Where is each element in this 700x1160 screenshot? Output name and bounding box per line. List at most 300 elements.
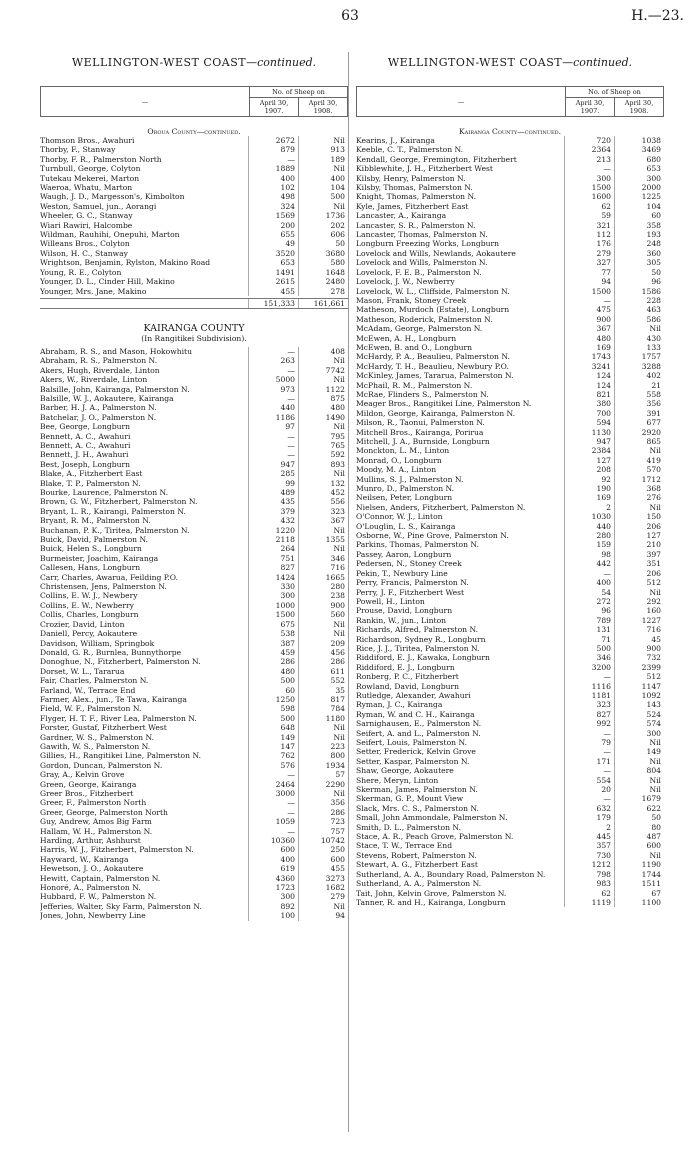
sheep-1907: 279 <box>564 249 614 258</box>
sheep-1908: 276 <box>614 493 664 502</box>
sheep-1907: 124 <box>564 371 614 380</box>
table-row <box>356 418 664 427</box>
left-title-text: WELLINGTON-WEST COAST <box>71 56 247 69</box>
sheep-1908: 150 <box>614 512 664 521</box>
sheep-1907: 169 <box>564 493 614 502</box>
owner-name: Daniell, Percy, Aokautere <box>40 629 138 639</box>
sheep-1908: 1122 <box>298 385 348 394</box>
table-row <box>356 334 664 343</box>
table-row <box>40 249 348 258</box>
sheep-1907: 1569 <box>248 211 298 220</box>
sheep-1907: 2672 <box>248 136 298 145</box>
owner-name: Mullins, S. J., Palmerston N. <box>356 474 464 484</box>
sheep-1907: 2615 <box>248 277 298 286</box>
table-row <box>356 794 664 803</box>
sheep-1907: 54 <box>564 588 614 597</box>
table-row <box>356 635 664 644</box>
owner-name: Kibblewhite, J. H., Fitzherbert West <box>356 164 493 174</box>
table-row <box>356 362 664 371</box>
sheep-1908: 1736 <box>298 211 348 220</box>
table-row <box>356 691 664 700</box>
table-row <box>40 145 348 154</box>
table-row <box>356 729 664 738</box>
table-row <box>40 507 348 516</box>
sheep-1908: 60 <box>614 211 664 220</box>
sheep-1908: 900 <box>614 644 664 653</box>
sheep-1907: 97 <box>248 422 298 431</box>
owner-name: Tutekau Mekerei, Marton <box>40 173 140 183</box>
sheep-1907: — <box>564 766 614 775</box>
sheep-1907: 480 <box>248 667 298 676</box>
sheep-1908: 463 <box>614 305 664 314</box>
sheep-1908: 2000 <box>614 183 664 192</box>
sheep-1908: 202 <box>298 221 348 230</box>
table-row <box>40 714 348 723</box>
sheep-1908: Nil <box>298 375 348 384</box>
sheep-1908: 456 <box>298 648 348 657</box>
sheep-1908: Nil <box>298 620 348 629</box>
sheep-1907: 380 <box>564 399 614 408</box>
owner-name: Dorset, W. L., Tararua <box>40 666 125 676</box>
table-row <box>40 432 348 441</box>
sheep-1907: 827 <box>564 710 614 719</box>
table-row <box>40 544 348 553</box>
table-row <box>40 192 348 201</box>
table-row <box>40 808 348 817</box>
owner-name: Donald, G. R., Burnlea, Bunnythorpe <box>40 647 182 657</box>
table-row <box>356 324 664 333</box>
kairanga-section-title: KAIRANGA COUNTY <box>143 322 245 334</box>
sheep-1907: 10360 <box>248 836 298 845</box>
owner-name: Richardson, Sydney R., Longburn <box>356 634 486 644</box>
owner-name: Powell, H., Linton <box>356 596 425 606</box>
sheep-1908: 900 <box>298 601 348 610</box>
table-row <box>356 155 664 164</box>
owner-name: Hewetson, J. O., Aokautere <box>40 864 144 874</box>
owner-name: Fair, Charles, Palmerston N. <box>40 676 149 686</box>
table-row <box>356 192 664 201</box>
table-row <box>40 639 348 648</box>
sheep-1907: 827 <box>248 563 298 572</box>
table-row <box>40 413 348 422</box>
owner-name: O'Connor, W. J., Linton <box>356 512 443 522</box>
owner-name: Buchanan, P. K., Tiritea, Palmerston N. <box>40 525 190 535</box>
sheep-1907: 2464 <box>248 780 298 789</box>
sheep-1908: 96 <box>614 277 664 286</box>
owner-name: Bee, George, Longburn <box>40 422 130 432</box>
sheep-1907: 98 <box>564 550 614 559</box>
sheep-1908: 2480 <box>298 277 348 286</box>
owner-name: Sutherland, A. A., Palmerston N. <box>356 879 482 889</box>
owner-name: Honoré, A., Palmerston N. <box>40 883 141 893</box>
sheep-1907: — <box>564 747 614 756</box>
sheep-1907: 821 <box>564 390 614 399</box>
sheep-1907: 62 <box>564 202 614 211</box>
sheep-1907: 3241 <box>564 362 614 371</box>
right-title-suffix: —continued. <box>562 56 633 69</box>
owner-name: Carr, Charles, Awarua, Feilding P.O. <box>40 572 178 582</box>
sheep-1908: 452 <box>298 488 348 497</box>
sheep-1907: 632 <box>564 804 614 813</box>
sheep-1908: Nil <box>298 422 348 431</box>
sheep-1907: 285 <box>248 469 298 478</box>
sheep-1907: — <box>564 296 614 305</box>
owner-name: Matheson, Roderick, Palmerston N. <box>356 314 493 324</box>
sheep-1907: 720 <box>564 136 614 145</box>
owner-name: Waugh, J. D., Margesson's, Kimbolton <box>40 192 185 202</box>
sheep-1907: 159 <box>564 540 614 549</box>
table-row <box>40 723 348 732</box>
table-row <box>356 747 664 756</box>
table-row <box>356 456 664 465</box>
table-row <box>356 221 664 230</box>
owner-name: Wheeler, G. C., Stanway <box>40 211 133 221</box>
sheep-1907: 1220 <box>248 526 298 535</box>
sheep-1907: — <box>564 794 614 803</box>
sheep-1908: 323 <box>298 507 348 516</box>
owner-name: Stewart, A. G., Fitzherbert East <box>356 860 478 870</box>
sheep-1908: 455 <box>298 864 348 873</box>
table-row <box>40 460 348 469</box>
sheep-1908: 611 <box>298 667 348 676</box>
sheep-1907: 321 <box>564 221 614 230</box>
sheep-1907: 653 <box>248 258 298 267</box>
sheep-1908: 1665 <box>298 573 348 582</box>
sheep-1907: 176 <box>564 239 614 248</box>
right-column <box>356 86 664 907</box>
table-row <box>40 366 348 375</box>
table-row <box>356 296 664 305</box>
table-row <box>40 450 348 459</box>
table-row <box>40 761 348 770</box>
sheep-1907: 1500 <box>248 610 298 619</box>
owner-name: McKinley, James, Tararua, Palmerston N. <box>356 371 514 381</box>
table-row <box>356 522 664 531</box>
sheep-1908: Nil <box>614 757 664 766</box>
sheep-1908: Nil <box>298 526 348 535</box>
owner-name: Bryant, L. R., Kairangi, Palmerston N. <box>40 506 186 516</box>
table-row <box>356 682 664 691</box>
sheep-1907: 675 <box>248 620 298 629</box>
owner-name: Mildon, George, Kairanga, Palmerston N. <box>356 408 516 418</box>
sheep-1907: 208 <box>564 465 614 474</box>
left-header-no-sheep: No. of Sheep on <box>250 87 348 98</box>
sheep-1908: 1744 <box>614 870 664 879</box>
sheep-1908: 570 <box>614 465 664 474</box>
table-row <box>40 164 348 173</box>
sheep-1907: 648 <box>248 723 298 732</box>
sheep-1908: 817 <box>298 695 348 704</box>
owner-name: Wilson, H. C., Stanway <box>40 248 128 258</box>
owner-name: Harris, W. J., Fitzherbert, Palmerston N. <box>40 845 194 855</box>
right-title-text: WELLINGTON-WEST COAST <box>387 56 563 69</box>
sheep-1908: 3469 <box>614 145 664 154</box>
owner-name: Waeroa, Whatu, Marton <box>40 183 133 193</box>
owner-name: O'Louglin, L. S., Kairanga <box>356 521 456 531</box>
table-row <box>40 770 348 779</box>
sheep-1907: 594 <box>564 418 614 427</box>
page-number: 63 <box>341 8 359 24</box>
sheep-1908: 677 <box>614 418 664 427</box>
owner-name: Rowland, David, Longburn <box>356 681 459 691</box>
sheep-1908: 279 <box>298 892 348 901</box>
sheep-1908: 2399 <box>614 663 664 672</box>
sheep-1907: 1491 <box>248 268 298 277</box>
table-row <box>356 588 664 597</box>
owner-name: Neilsen, Peter, Longburn <box>356 493 453 503</box>
sheep-1907: 213 <box>564 155 614 164</box>
sheep-1908: 1355 <box>298 535 348 544</box>
sheep-1908: 586 <box>614 315 664 324</box>
table-row <box>356 531 664 540</box>
sheep-1907: 1424 <box>248 573 298 582</box>
table-row <box>40 789 348 798</box>
right-column-title <box>356 56 664 69</box>
table-row <box>40 174 348 183</box>
owner-name: Lancaster, S. R., Palmerston N. <box>356 220 476 230</box>
table-row <box>40 827 348 836</box>
sheep-1908: Nil <box>614 785 664 794</box>
sheep-1907: 4360 <box>248 874 298 883</box>
sheep-1908: 351 <box>614 559 664 568</box>
sheep-1908: 80 <box>614 823 664 832</box>
table-row <box>356 512 664 521</box>
table-row <box>40 155 348 164</box>
sheep-1907: 1130 <box>564 428 614 437</box>
sheep-1907: 500 <box>248 714 298 723</box>
sheep-1908: 1490 <box>298 413 348 422</box>
sheep-1907: 92 <box>564 475 614 484</box>
sheep-1907: 280 <box>564 531 614 540</box>
sheep-1907: 992 <box>564 719 614 728</box>
right-header-no-sheep: No. of Sheep on <box>566 87 664 98</box>
table-row <box>356 813 664 822</box>
sheep-1908: 512 <box>614 578 664 587</box>
table-row <box>356 465 664 474</box>
owner-name: Riddiford, E. J., Longburn <box>356 662 455 672</box>
sheep-1908: Nil <box>298 629 348 638</box>
sheep-1908: 419 <box>614 456 664 465</box>
kairanga-rows-right <box>356 136 664 907</box>
owner-name: Rankin, W., jun., Linton <box>356 615 447 625</box>
sheep-1908: 723 <box>298 817 348 826</box>
table-row <box>356 832 664 841</box>
sheep-1907: 263 <box>248 356 298 365</box>
table-row <box>356 287 664 296</box>
sheep-1908: 209 <box>298 639 348 648</box>
owner-name: Kilsby, Thomas, Palmerston N. <box>356 183 473 193</box>
owner-name: Stevens, Robert, Palmerston N. <box>356 850 477 860</box>
owner-name: Greer Bros., Fitzherbert <box>40 789 134 798</box>
table-row <box>40 704 348 713</box>
table-row <box>356 268 664 277</box>
table-row <box>40 648 348 657</box>
table-row <box>40 742 348 751</box>
sheep-1908: 592 <box>298 450 348 459</box>
sheep-1907: — <box>248 808 298 817</box>
sheep-1908: 149 <box>614 747 664 756</box>
owner-name: Setter, Kaspar, Palmerston N. <box>356 756 470 766</box>
owner-name: Jones, John, Newberry Line <box>40 911 146 921</box>
table-row <box>40 676 348 685</box>
owner-name: Best, Joseph, Longburn <box>40 459 131 469</box>
sheep-1908: 622 <box>614 804 664 813</box>
table-row <box>40 356 348 365</box>
owner-name: Pedersen, N., Stoney Creek <box>356 559 462 569</box>
table-row <box>40 488 348 497</box>
sheep-1907: 900 <box>564 315 614 324</box>
table-row <box>356 343 664 352</box>
owner-name: Kyle, James, Fitzherbert East <box>356 201 469 211</box>
sheep-1908: 552 <box>298 676 348 685</box>
right-table-header <box>356 86 664 117</box>
sheep-1907: 77 <box>564 268 614 277</box>
table-row <box>356 625 664 634</box>
sheep-1908: 35 <box>298 686 348 695</box>
sheep-1907: 538 <box>248 629 298 638</box>
sheep-1908: 104 <box>614 202 664 211</box>
sheep-1908: 10742 <box>298 836 348 845</box>
sheep-1907: — <box>248 827 298 836</box>
owner-name: Sutherland, A. A., Boundary Road, Palmerston N. <box>356 869 546 879</box>
sheep-1908: 1511 <box>614 879 664 888</box>
sheep-1907: 264 <box>248 544 298 553</box>
table-row <box>40 258 348 267</box>
sheep-1908: 408 <box>298 347 348 356</box>
table-row <box>40 287 348 296</box>
sheep-1908: 480 <box>298 403 348 412</box>
owner-name: Hallam, W. H., Palmerston N. <box>40 826 153 836</box>
table-row <box>356 352 664 361</box>
sheep-1908: 1712 <box>614 475 664 484</box>
sheep-1908: 757 <box>298 827 348 836</box>
owner-name: Smith, D. L., Palmerston N. <box>356 822 461 832</box>
sheep-1908: Nil <box>298 544 348 553</box>
owner-name: Small, John Ammondale, Palmerston N. <box>356 813 508 823</box>
sheep-1907: 2364 <box>564 145 614 154</box>
sheep-1908: 367 <box>298 516 348 525</box>
table-row <box>40 695 348 704</box>
table-row <box>40 394 348 403</box>
owner-name: Stace, A. R., Peach Grove, Palmerston N. <box>356 832 514 842</box>
sheep-1908: 580 <box>298 258 348 267</box>
sheep-1907: 700 <box>564 409 614 418</box>
sheep-1908: 600 <box>614 841 664 850</box>
owner-name: Knight, Thomas, Palmerston N. <box>356 192 477 202</box>
sheep-1908: 804 <box>614 766 664 775</box>
sheep-1908: Nil <box>614 776 664 785</box>
owner-name: Milson, R., Taonui, Palmerston N. <box>356 418 485 428</box>
sheep-1908: 286 <box>298 657 348 666</box>
sheep-1907: 94 <box>564 277 614 286</box>
sheep-1908: 560 <box>298 610 348 619</box>
owner-name: Forster, Gustaf, Fitzherbert West <box>40 723 167 733</box>
sheep-1908: 391 <box>614 409 664 418</box>
owner-name: Thorby, F., Stanway <box>40 145 116 155</box>
owner-name: Callesen, Hans, Longburn <box>40 563 141 573</box>
owner-name: Thomson Bros., Awahuri <box>40 136 135 145</box>
sheep-1907: 357 <box>564 841 614 850</box>
sheep-1908: 160 <box>614 606 664 615</box>
sheep-1907: — <box>248 155 298 164</box>
table-row <box>40 836 348 845</box>
table-row <box>40 554 348 563</box>
sheep-1907: 327 <box>564 258 614 267</box>
sheep-1907: 62 <box>564 889 614 898</box>
sheep-1907: 1119 <box>564 898 614 907</box>
table-row <box>40 202 348 211</box>
sheep-1908: 21 <box>614 381 664 390</box>
sheep-1907: 323 <box>564 700 614 709</box>
table-row <box>356 757 664 766</box>
table-row <box>40 403 348 412</box>
sheep-1908: 653 <box>614 164 664 173</box>
table-row <box>40 347 348 356</box>
owner-name: Lovelock and Wills, Palmerston N. <box>356 258 488 268</box>
sheep-1907: 1186 <box>248 413 298 422</box>
sheep-1907: 947 <box>248 460 298 469</box>
table-row <box>356 437 664 446</box>
table-row <box>356 493 664 502</box>
sheep-1908: 250 <box>298 845 348 854</box>
sheep-1907: 59 <box>564 211 614 220</box>
table-row <box>356 211 664 220</box>
owner-name: Harding, Arthur, Ashhurst <box>40 836 141 846</box>
sheep-1908: 206 <box>614 569 664 578</box>
sheep-1907: 983 <box>564 879 614 888</box>
table-row <box>356 616 664 625</box>
sheep-1907: 455 <box>248 287 298 296</box>
sheep-1908: 400 <box>298 174 348 183</box>
sheep-1908: 800 <box>298 751 348 760</box>
sheep-1907: — <box>248 770 298 779</box>
owner-name: McHardy, T. H., Beaulieu, Newbury P.O. <box>356 361 509 371</box>
sheep-1907: 973 <box>248 385 298 394</box>
owner-name: Bryant, R. M., Palmerston N. <box>40 516 151 526</box>
sheep-1907: 102 <box>248 183 298 192</box>
sheep-1907: 379 <box>248 507 298 516</box>
owner-name: Balsille, W. J., Aokautere, Kairanga <box>40 393 174 403</box>
sheep-1907: 475 <box>564 305 614 314</box>
table-row <box>40 733 348 742</box>
table-row <box>40 911 348 920</box>
sheep-1907: 367 <box>564 324 614 333</box>
sheep-1907: 892 <box>248 902 298 911</box>
owner-name: Shere, Meryn, Linton <box>356 775 439 785</box>
sheep-1907: 300 <box>248 892 298 901</box>
sheep-1908: 193 <box>614 230 664 239</box>
table-row <box>40 629 348 638</box>
sheep-1907: — <box>248 394 298 403</box>
owner-name: Bennett, A. C., Awahuri <box>40 431 131 441</box>
sheep-1907: 5000 <box>248 375 298 384</box>
owner-name: Guy, Andrew, Amos Big Farm <box>40 817 152 827</box>
table-row <box>40 855 348 864</box>
table-row <box>356 719 664 728</box>
sheep-1907: 190 <box>564 484 614 493</box>
owner-name: Mason, Frank, Stoney Creek <box>356 295 467 305</box>
owner-name: Buick, Helen S., Longburn <box>40 544 142 554</box>
table-row <box>356 239 664 248</box>
sheep-1908: 1757 <box>614 352 664 361</box>
sheep-1908: 913 <box>298 145 348 154</box>
left-title-suffix: —continued. <box>246 56 317 69</box>
owner-name: Gawith, W. S., Palmerston N. <box>40 741 151 751</box>
sheep-1907: — <box>248 450 298 459</box>
table-row <box>356 277 664 286</box>
owner-name: Burmeister, Joachim, Kairanga <box>40 553 159 563</box>
table-row <box>40 136 348 145</box>
